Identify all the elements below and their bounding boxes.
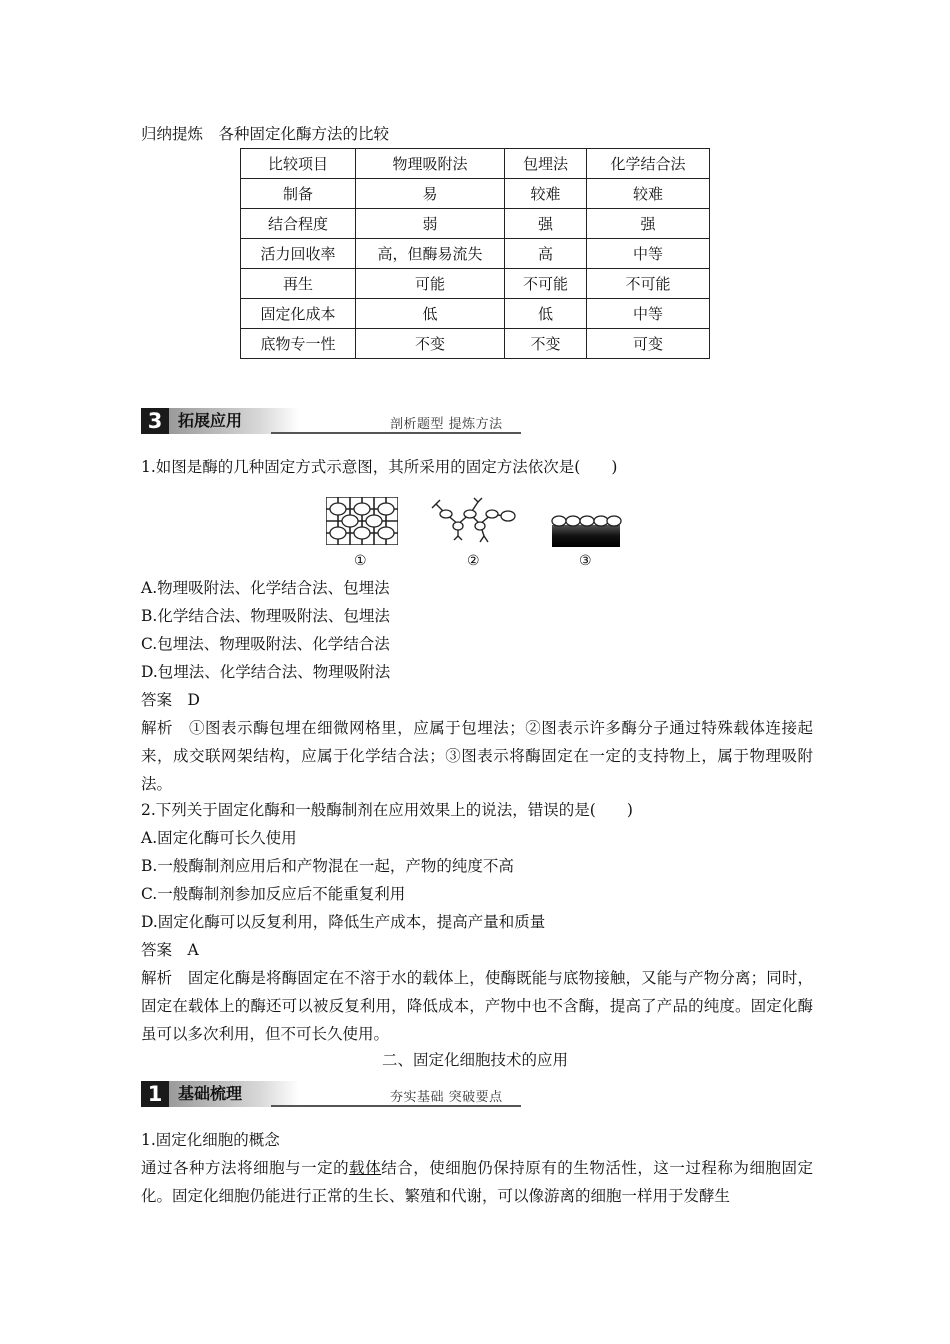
question-1-stem: 1.如图是酶的几种固定方式示意图，其所采用的固定方法依次是( ) xyxy=(141,458,618,476)
table-cell: 固定化成本 xyxy=(241,299,356,329)
adsorption-support-figure xyxy=(550,511,622,549)
question-1-option-c: C.包埋法、物理吸附法、化学结合法 xyxy=(141,635,390,653)
table-cell: 结合程度 xyxy=(241,209,356,239)
banner-number: 3 xyxy=(141,408,169,434)
banner-subtitle: 剖析题型 提炼方法 xyxy=(390,417,503,432)
concept-underlined-term: 载体 xyxy=(349,1159,382,1177)
table-row xyxy=(241,179,710,209)
question-2-answer: 答案 A xyxy=(141,941,199,959)
table-header-cell: 包埋法 xyxy=(505,149,587,179)
table-cell: 较难 xyxy=(505,179,587,209)
table-cell: 不可能 xyxy=(505,269,587,299)
question-1-analysis: 解析 ①图表示酶包埋在细微网格里，应属于包埋法；②图表示许多酶分子通过特殊载体连接起来，成交联网架结构，应属于化学结合法；③图表示将酶固定在一定的支持物上，属于物理吸附法。 xyxy=(141,719,813,793)
table-cell: 易 xyxy=(356,179,505,209)
table-header-cell: 比较项目 xyxy=(241,149,356,179)
table-cell: 不可能 xyxy=(587,269,710,299)
question-2-option-d: D.固定化酶可以反复利用，降低生产成本，提高产量和质量 xyxy=(141,913,546,931)
table-cell: 强 xyxy=(587,209,710,239)
banner-title: 基础梳理 xyxy=(169,1081,299,1107)
table-header-cell: 化学结合法 xyxy=(587,149,710,179)
question-2-analysis: 解析 固定化酶是将酶固定在不溶于水的载体上，使酶既能与底物接触，又能与产物分离；同时，固定在载体上的酶还可以被反复利用，降低成本，产物中也不含酶，提高了产品的纯度。固定化酶虽可以多次利用，但不可长久使用。 xyxy=(141,969,813,1043)
banner-subtitle: 夯实基础 突破要点 xyxy=(390,1090,503,1105)
table-cell: 制备 xyxy=(241,179,356,209)
table-row xyxy=(241,269,710,299)
section-2-title: 二、固定化细胞技术的应用 xyxy=(381,1051,568,1069)
table-cell: 可变 xyxy=(587,329,710,359)
question-1-option-d: D.包埋法、化学结合法、物理吸附法 xyxy=(141,663,391,681)
banner-rule xyxy=(271,1105,521,1107)
concept-heading: 1.固定化细胞的概念 xyxy=(141,1131,280,1149)
figure-label-1: ① xyxy=(354,553,367,569)
question-2-option-c: C.一般酶制剂参加反应后不能重复利用 xyxy=(141,885,406,903)
table-cell: 高 xyxy=(505,239,587,269)
table-row xyxy=(241,209,710,239)
table-header-row xyxy=(241,149,710,179)
table-cell: 不变 xyxy=(505,329,587,359)
concept-paragraph xyxy=(141,1154,813,1210)
table-cell: 强 xyxy=(505,209,587,239)
table-row xyxy=(241,239,710,269)
section-banner-basics xyxy=(141,1081,521,1107)
question-2-option-a: A.固定化酶可长久使用 xyxy=(141,829,297,847)
banner-rule xyxy=(271,432,521,434)
question-2-option-b: B.一般酶制剂应用后和产物混在一起，产物的纯度不高 xyxy=(141,857,514,875)
concept-text-after: 结合，使细胞仍保持原有的生物活性，这一过程称为细胞固定化。固定化细胞仍能进行正常的生长、繁殖和代谢，可以像游离的细胞一样用于发酵生 xyxy=(141,1159,813,1205)
question-1-option-a: A.物理吸附法、化学结合法、包埋法 xyxy=(141,579,390,597)
question-1-answer: 答案 D xyxy=(141,691,200,709)
table-cell: 不变 xyxy=(356,329,505,359)
table-cell: 低 xyxy=(505,299,587,329)
table-cell: 活力回收率 xyxy=(241,239,356,269)
banner-number: 1 xyxy=(141,1081,169,1107)
crosslink-network-figure xyxy=(428,496,522,548)
table-cell: 低 xyxy=(356,299,505,329)
comparison-table xyxy=(240,148,710,359)
table-cell: 底物专一性 xyxy=(241,329,356,359)
table-cell: 高，但酶易流失 xyxy=(356,239,505,269)
question-2-stem: 2.下列关于固定化酶和一般酶制剂在应用效果上的说法，错误的是( ) xyxy=(141,801,633,819)
table-cell: 可能 xyxy=(356,269,505,299)
table-cell: 中等 xyxy=(587,299,710,329)
question-1-option-b: B.化学结合法、物理吸附法、包埋法 xyxy=(141,607,390,625)
figure-label-3: ③ xyxy=(579,553,592,569)
lattice-embedding-figure xyxy=(326,497,398,545)
section-banner-extension xyxy=(141,408,521,434)
table-cell: 再生 xyxy=(241,269,356,299)
table-row xyxy=(241,329,710,359)
table-row xyxy=(241,299,710,329)
concept-text-before: 通过各种方法将细胞与一定的 xyxy=(141,1159,350,1177)
table-cell: 弱 xyxy=(356,209,505,239)
table-cell: 中等 xyxy=(587,239,710,269)
table-header-cell: 物理吸附法 xyxy=(356,149,505,179)
table-cell: 较难 xyxy=(587,179,710,209)
figure-label-2: ② xyxy=(467,553,480,569)
summary-heading: 归纳提炼 各种固定化酶方法的比较 xyxy=(141,125,390,143)
banner-title: 拓展应用 xyxy=(169,408,299,434)
